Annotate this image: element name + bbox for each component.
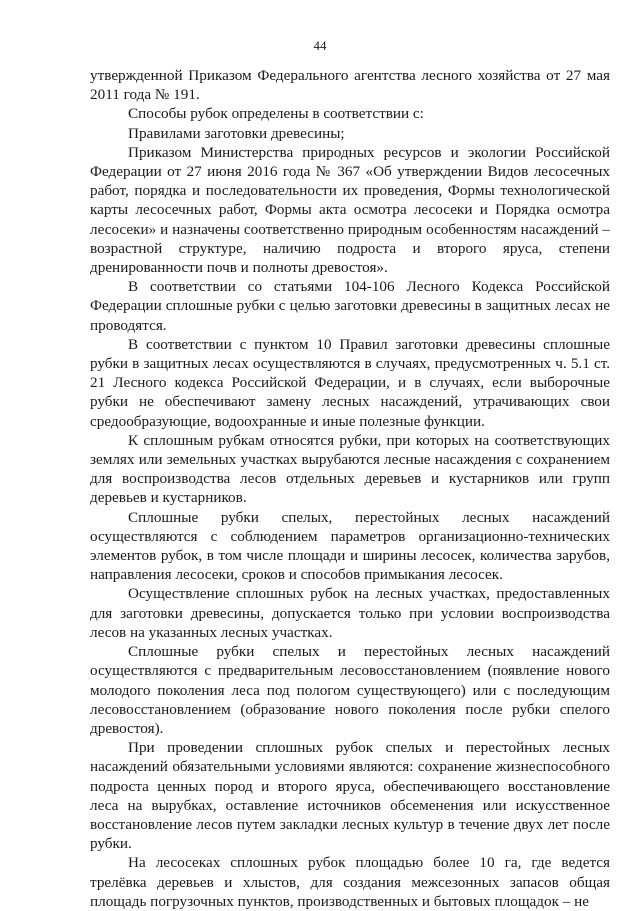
page-number: 44 xyxy=(313,38,327,53)
paragraph: В соответствии со статьями 104-106 Лесного Кодекса Российской Федерации сплошные рубки с целью заготовки древесины в защитных лесах не проводятся. xyxy=(90,278,610,334)
paragraph: Правилами заготовки древесины; xyxy=(128,124,345,142)
paragraph: утвержденной Приказом Федерального агентства лесного хозяйства от 27 мая 2011 года № 191. xyxy=(90,67,610,104)
paragraph: К сплошным рубкам относятся рубки, при которых на соответствующих землях или земельных участках вырубаются лесные насаждения с сохранением для воспроизводства лесов отдельных деревьев и кустарников или групп деревьев и кустарников. xyxy=(90,431,610,507)
paragraph: В соответствии с пунктом 10 Правил заготовки древесины сплошные рубки в защитных лесах осуществляются в случаях, предусмотренных ч. 5.1 ст. 21 Лесного кодекса Российской Федерации, и в случаях, если выборочные рубки не обеспечивают замену лесных насаждений, утрачивающих свои средообразующие, водоохранные и иные полезные функции. xyxy=(90,335,610,430)
paragraph: Способы рубок определены в соответствии с: xyxy=(128,105,424,123)
paragraph: Осуществление сплошных рубок на лесных участках, предоставленных для заготовки древесины, допускается только при условии воспроизводства лесов на указанных лесных участках. xyxy=(90,585,610,641)
document-body xyxy=(90,66,610,911)
paragraph: Сплошные рубки спелых, перестойных лесных насаждений осуществляются с соблюдением параметров организационно-технических элементов рубок, в том числе площади и ширины лесосек, количества зарубов, направления лесосеки, сроков и способов примыкания лесосек. xyxy=(90,508,610,584)
paragraph: На лесосеках сплошных рубок площадью более 10 га, где ведется трелёвка деревьев и хлыстов, для создания межсезонных запасов общая площадь погрузочных пунктов, производственных и бытовых площадок – не xyxy=(90,854,610,910)
paragraph: Приказом Министерства природных ресурсов и экологии Российской Федерации от 27 июня 2016 года № 367 «Об утверждении Видов лесосечных работ, порядка и последовательности их проведения, Формы технологической карты лесосечных работ, Формы акта осмотра лесосеки и Порядка осмотра лесосеки» и назначены соответственно природным особенностям насаждений – возрастной структуре, наличию подроста и второго яруса, степени дренированности почв и полноты древостоя». xyxy=(90,143,610,277)
paragraph: Сплошные рубки спелых и перестойных лесных насаждений осуществляются с предварительным лесовосстановлением (появление нового молодого поколения леса под пологом существующего) или с последующим лесовосстановлением (образование нового поколения после рубки спелого древостоя). xyxy=(90,643,610,737)
paragraph: При проведении сплошных рубок спелых и перестойных лесных насаждений обязательными условиями являются: сохранение жизнеспособного подроста ценных пород и второго яруса, обеспечивающего восстановление леса на вырубках, оставление источников обсеменения или искусственное восстановление лесов путем закладки лесных культур в течение двух лет после рубки. xyxy=(90,739,610,853)
